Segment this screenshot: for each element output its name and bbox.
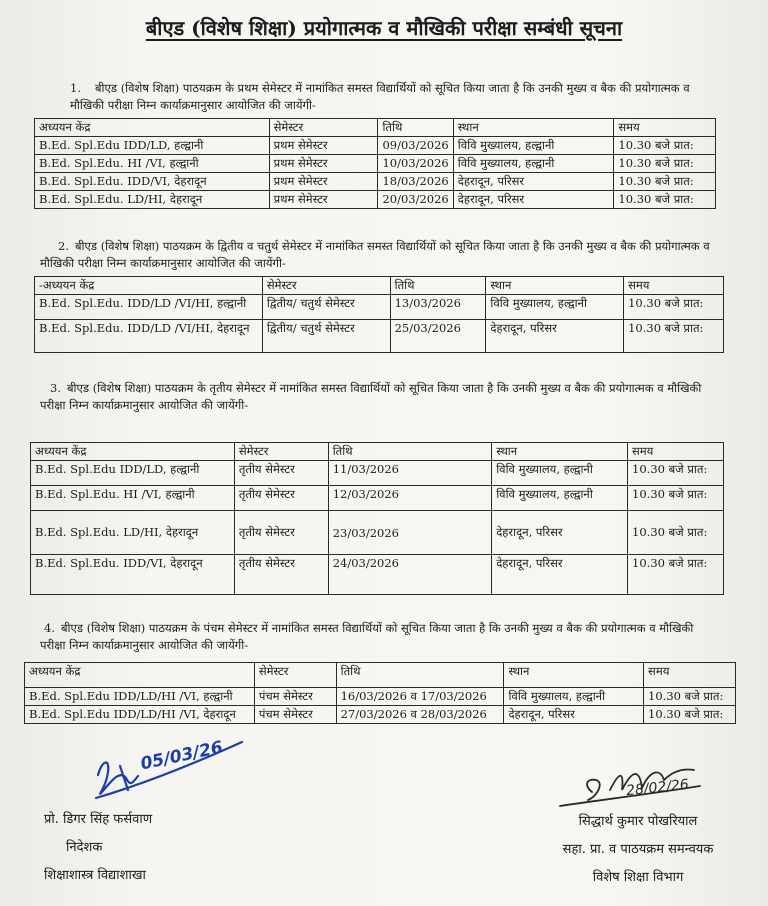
header-cell: स्थान <box>492 443 628 461</box>
table-cell: B.Ed. Spl.Edu. IDD/VI, देहरादून <box>31 555 235 595</box>
table-cell: तृतीय सेमेस्टर <box>234 486 328 511</box>
table-row <box>31 555 724 595</box>
table-header-row <box>31 443 724 461</box>
table-cell: 10.30 बजे प्रात: <box>614 191 716 209</box>
table-cell: B.Ed. Spl.Edu IDD/LD, हल्द्वानी <box>35 137 270 155</box>
section-4-text: 4. बीएड (विशेष शिक्षा) पाठयक्रम के पंचम सेमेस्टर में नामांकित समस्त विद्यार्थियों को सूचित किया जाता है कि उनकी मुख्य व बैक की प्रयोगात्मक व मौखिकी परीक्षा निम्न कार्याक्रमानुसार आयोजित की जायेंगी- <box>40 621 694 652</box>
section-1-table <box>34 118 716 209</box>
table-cell: 10/03/2026 <box>378 155 453 173</box>
header-cell: अध्ययन केंद्र <box>31 443 235 461</box>
table-row <box>35 137 716 155</box>
table-cell: B.Ed. Spl.Edu. LD/HI, देहरादून <box>31 511 235 555</box>
table-row <box>35 191 716 209</box>
left-signatory-name: प्रो. डिगर सिंह फर्सवाण <box>44 812 153 827</box>
table-cell: देहरादून, परिसर <box>453 191 614 209</box>
table-cell: प्रथम सेमेस्टर <box>269 155 378 173</box>
header-cell: अध्ययन केंद्र <box>25 663 255 688</box>
header-cell: स्थान <box>453 119 614 137</box>
table-row <box>31 486 724 511</box>
table-cell: विवि मुख्यालय, हल्द्वानी <box>492 486 628 511</box>
table-cell: देहरादून, परिसर <box>453 173 614 191</box>
table-cell: प्रथम सेमेस्टर <box>269 137 378 155</box>
table-cell: द्वितीय/ चतुर्थ सेमेस्टर <box>262 320 390 353</box>
table-cell: 10.30 बजे प्रात: <box>614 173 716 191</box>
table-cell: B.Ed. Spl.Edu. HI /VI, हल्द्वानी <box>35 155 270 173</box>
right-signatory-department: विशेष शिक्षा विभाग <box>592 870 684 885</box>
right-signatory <box>538 808 738 892</box>
left-signatory-designation: निदेशक <box>66 840 103 855</box>
table-cell: पंचम सेमेस्टर <box>254 706 336 724</box>
table-cell: विवि मुख्यालय, हल्द्वानी <box>486 295 624 320</box>
table-cell: 25/03/2026 <box>390 320 486 353</box>
header-cell: स्थान <box>486 277 624 295</box>
table-cell: B.Ed. Spl.Edu. HI /VI, हल्द्वानी <box>31 486 235 511</box>
table-cell: B.Ed. Spl.Edu. LD/HI, देहरादून <box>35 191 270 209</box>
header-cell: समय <box>628 443 724 461</box>
header-cell: तिथि <box>336 663 504 688</box>
table-cell: पंचम सेमेस्टर <box>254 688 336 706</box>
table-cell: 10.30 बजे प्रात: <box>614 155 716 173</box>
left-handwritten-date: 05/03/26 <box>138 737 225 775</box>
table-cell: B.Ed. Spl.Edu IDD/LD, हल्द्वानी <box>31 461 235 486</box>
header-cell: स्थान <box>504 663 644 688</box>
table-cell: B.Ed. Spl.Edu IDD/LD/HI /VI, देहरादून <box>25 706 255 724</box>
table-cell: 24/03/2026 <box>328 555 492 595</box>
header-cell: तिथि <box>328 443 492 461</box>
table-cell: 09/03/2026 <box>378 137 453 155</box>
header-cell: सेमेस्टर <box>254 663 336 688</box>
table-cell: B.Ed. Spl.Edu IDD/LD/HI /VI, हल्द्वानी <box>25 688 255 706</box>
table-cell: देहरादून, परिसर <box>486 320 624 353</box>
table-cell: प्रथम सेमेस्टर <box>269 173 378 191</box>
table-row <box>25 688 736 706</box>
table-cell: 23/03/2026 <box>328 511 492 555</box>
table-cell: 18/03/2026 <box>378 173 453 191</box>
table-cell: विवि मुख्यालय, हल्द्वानी <box>504 688 644 706</box>
table-cell: 10.30 बजे प्रात: <box>628 555 724 595</box>
table-cell: विवि मुख्यालय, हल्द्वानी <box>453 137 614 155</box>
header-cell: सेमेस्टर <box>269 119 378 137</box>
section-3-text: 3. बीएड (विशेष शिक्षा) पाठयक्रम के तृतीय सेमेस्टर में नामांकित समस्त विद्यार्थियों को सूचित किया जाता है कि उनकी मुख्य व बैक की प्रयोगात्मक व मौखिकी परीक्षा निम्न कार्याक्रमानुसार आयोजित की जायेंगी- <box>40 381 702 412</box>
table-cell: 11/03/2026 <box>328 461 492 486</box>
table-cell: 12/03/2026 <box>328 486 492 511</box>
table-cell: देहरादून, परिसर <box>492 555 628 595</box>
table-cell: 27/03/2026 व 28/03/2026 <box>336 706 504 724</box>
section-4-table <box>24 662 736 724</box>
header-cell: -अध्ययन केंद्र <box>35 277 263 295</box>
table-cell: B.Ed. Spl.Edu. IDD/LD /VI/HI, देहरादून <box>35 320 263 353</box>
left-signatory <box>44 806 152 890</box>
header-cell: तिथि <box>378 119 453 137</box>
table-cell: तृतीय सेमेस्टर <box>234 555 328 595</box>
table-header-row <box>25 663 736 688</box>
table-row <box>25 706 736 724</box>
table-cell: 10.30 बजे प्रात: <box>644 688 736 706</box>
header-cell: समय <box>624 277 724 295</box>
header-cell: सेमेस्टर <box>262 277 390 295</box>
header-cell: तिथि <box>390 277 486 295</box>
section-3-table <box>30 442 724 595</box>
table-cell: तृतीय सेमेस्टर <box>234 461 328 486</box>
table-cell: B.Ed. Spl.Edu. IDD/VI, देहरादून <box>35 173 270 191</box>
right-handwritten-date: 28/02/26 <box>625 776 690 800</box>
table-cell: 10.30 बजे प्रात: <box>614 137 716 155</box>
table-cell: B.Ed. Spl.Edu. IDD/LD /VI/HI, हल्द्वानी <box>35 295 263 320</box>
left-signatory-department: शिक्षाशास्त्र विद्याशाखा <box>44 868 146 883</box>
table-cell: 10.30 बजे प्रात: <box>628 486 724 511</box>
table-cell: 10.30 बजे प्रात: <box>644 706 736 724</box>
table-cell: विवि मुख्यालय, हल्द्वानी <box>453 155 614 173</box>
table-cell: 10.30 बजे प्रात: <box>628 511 724 555</box>
header-cell: समय <box>644 663 736 688</box>
page-title: बीएड (विशेष शिक्षा) प्रयोगात्मक व मौखिकी परीक्षा सम्बंधी सूचना <box>145 16 623 40</box>
table-cell: विवि मुख्यालय, हल्द्वानी <box>492 461 628 486</box>
table-cell: 10.30 बजे प्रात: <box>624 320 724 353</box>
table-cell: तृतीय सेमेस्टर <box>234 511 328 555</box>
section-1-text: 1. बीएड (विशेष शिक्षा) पाठयक्रम के प्रथम सेमेस्टर में नामांकित समस्त विद्यार्थियों को सूचित किया जाता है कि उनकी मुख्य व बैक की प्रयोगात्मक व मौखिकी परीक्षा निम्न कार्याक्रमानुसार आयोजित की जायेंगी- <box>70 81 690 112</box>
table-header-row <box>35 277 724 295</box>
table-header-row <box>35 119 716 137</box>
table-cell: 10.30 बजे प्रात: <box>628 461 724 486</box>
header-cell: सेमेस्टर <box>234 443 328 461</box>
right-signatory-designation: सहा. प्रा. व पाठयक्रम समन्वयक <box>562 842 714 857</box>
table-cell: 16/03/2026 व 17/03/2026 <box>336 688 504 706</box>
header-cell: अध्ययन केंद्र <box>35 119 270 137</box>
section-2-text: 2. बीएड (विशेष शिक्षा) पाठयक्रम के द्वितीय व चतुर्थ सेमेस्टर में नामांकित समस्त विद्यार्थियों को सूचित किया जाता है कि उनकी मुख्य व बैक की प्रयोगात्मक व मौखिकी परीक्षा निम्न कार्याक्रमानुसार आयोजित की जायेंगी- <box>40 239 710 270</box>
table-cell: देहरादून, परिसर <box>504 706 644 724</box>
header-cell: समय <box>614 119 716 137</box>
table-cell: देहरादून, परिसर <box>492 511 628 555</box>
table-row <box>35 155 716 173</box>
table-cell: 20/03/2026 <box>378 191 453 209</box>
section-2-table <box>34 276 724 353</box>
table-row <box>35 295 724 320</box>
table-row <box>35 320 724 353</box>
right-signatory-name: सिद्धार्थ कुमार पोखरियाल <box>578 814 698 829</box>
table-cell: द्वितीय/ चतुर्थ सेमेस्टर <box>262 295 390 320</box>
table-row <box>35 173 716 191</box>
table-cell: 13/03/2026 <box>390 295 486 320</box>
table-row <box>31 511 724 555</box>
table-row <box>31 461 724 486</box>
table-cell: प्रथम सेमेस्टर <box>269 191 378 209</box>
table-cell: 10.30 बजे प्रात: <box>624 295 724 320</box>
